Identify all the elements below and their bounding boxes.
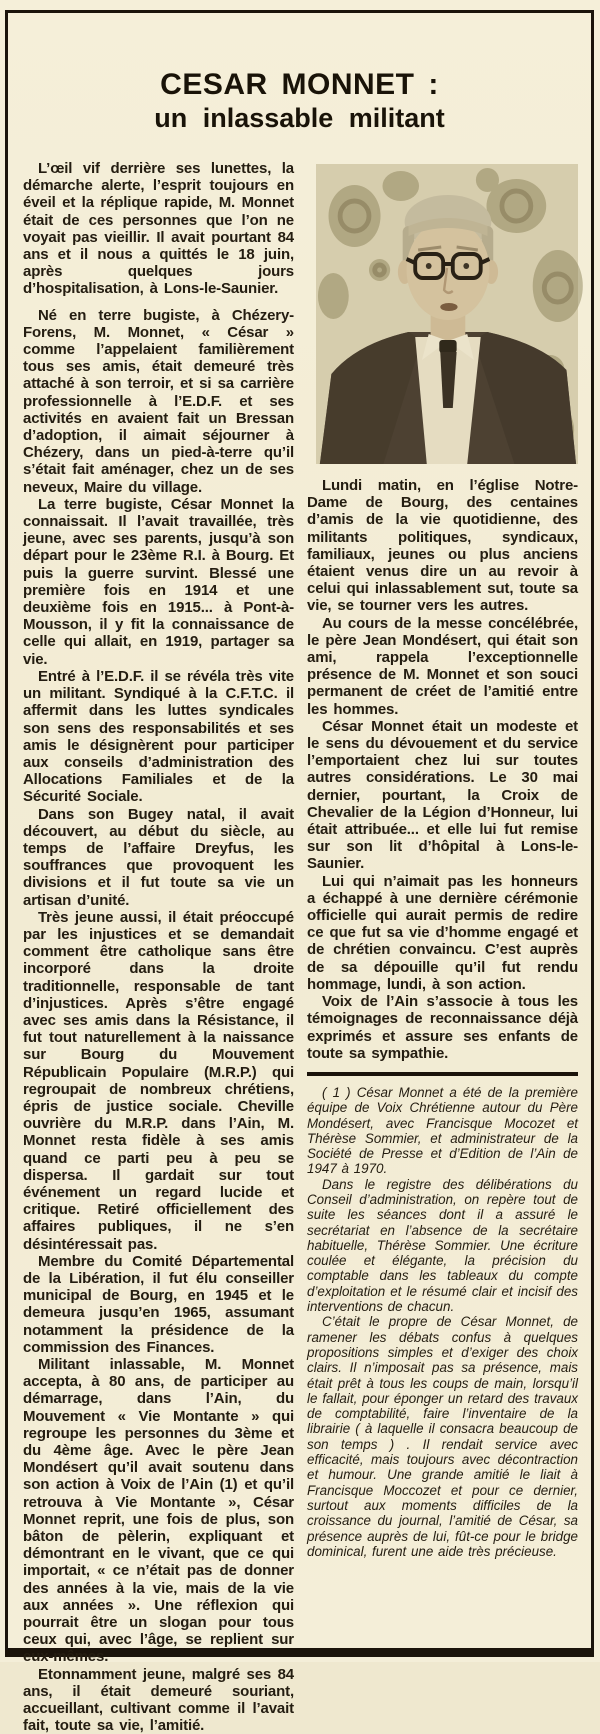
footnote-paragraph: Dans le registre des délibérations du Conseil d’administration, on repère tout de suite les séances dont il a assuré le secrétariat en l’absence de la secrétaire habituelle, Thérèse Sommier. Une écriture coulée et élégante, la précision du comptable dans les tableaux du compte d’exploitation et le résumé clair et incisif des interventions de chacun. xyxy=(307,1176,578,1315)
paragraph: Au cours de la messe concélébrée, le père Jean Mondésert, qui était son ami, rappela l’exceptionnelle présence de M. Monnet et son souci permanent de créet de l’amitié entre les hommes. xyxy=(307,614,578,718)
paragraph: Lui qui n’aimait pas les honneurs a échappé à une dernière cérémonie officielle qui aurait permis de redire ce que fut sa vie d’homme engagé et de chrétien convaincu. C’est auprès de sa dépouille qu’il fut rendu hommage, lundi, à son action. xyxy=(307,872,578,993)
footnote-paragraph: ( 1 ) César Monnet a été de la première équipe de Voix Chrétienne autour du Père Mondésert, avec Francisque Mocozet et Thérèse Sommier, et administrateur de la Société de Presse et d’Edition de l’Ain de 1947 à 1970. xyxy=(307,1084,578,1177)
photo-tint xyxy=(316,164,578,464)
footnote-separator xyxy=(307,1072,578,1076)
footnote-paragraph: C’était le propre de César Monnet, de ramener les débats confus à quelques propositions simples et d’exiger des choix clairs. Il n’imposait pas sa présence, mais était prêt à tous les coups de main, lorsqu’il le fallait, pour éponger un retard des travaux de comptabilité, faire l’inventaire de la librairie ( à laquelle il consacra beaucoup de son temps ) . Il rendait service avec efficacité, mais toujours avec décontraction et humour. Une grande amitié le liait à Francisque Moccozet et pour ce dernier, surtout aux moments difficiles de la croissance du journal, l’amitié de César, sa présence auprès de lui, fût-ce pour le bridge dominical, furent une aide très précieuse. xyxy=(307,1314,578,1559)
paragraph: Voix de l’Ain s’associe à tous les témoignages de reconnaissance déjà exprimés et assure ses enfants de toute sa sympathie. xyxy=(307,993,578,1062)
paragraph: L’œil vif derrière ses lunettes, la démarche alerte, l’esprit toujours en éveil et la réplique rapide, M. Monnet était de ces personnes que l’on ne voyait pas vieillir. Il avait pourtant 84 ans et il nous a quittés le 18 juin, après quelques jours d’hospitalisation, à Lons-le-Saunier. xyxy=(23,160,294,298)
paragraph: Entré à l’E.D.F. il se révéla très vite un militant. Syndiqué à la C.F.T.C. il affermit dans les luttes syndicales son sens des responsabilités et ses amis le désignèrent pour participer aux conseils d’administration des Allocations Familiales et de la Sécurité Sociale. xyxy=(23,667,294,806)
paragraph: Dans son Bugey natal, il avait découvert, au début du siècle, au temps de l’affaire Dreyfus, les souffrances que provoquent les divisions et il fut toute sa vie un artisan d’unité. xyxy=(23,805,294,909)
article-columns xyxy=(8,135,591,1734)
left-column xyxy=(23,160,294,1734)
footnote-block xyxy=(307,1085,578,1559)
paragraph: Né en terre bugiste, à Chézery-Forens, M. Monnet, « César » comme l’appelaient familièrement tous ses amis, était demeuré très attaché à son terroir, et si sa carrière professionnelle à l’E.D.F. et ses activités en avaient fait un Bressan d’adoption, il aimait séjourner à Chézery, dans un pied-à-terre qu’il s’était fait aménager, chez un de ses neveux, Maire du village. xyxy=(23,306,294,496)
title-line-2: un inlassable militant xyxy=(154,103,445,133)
portrait-photo-illustration xyxy=(316,164,578,464)
title-line-1: CESAR MONNET : xyxy=(160,68,439,101)
paragraph: Militant inlassable, M. Monnet accepta, à 80 ans, de participer au démarrage, dans l’Ain, du Mouvement « Vie Montante » qui regroupe les personnes du 3ème et du 4ème âge. Avec le père Jean Mondésert qu’il avait soutenu dans son action à Voix de l’Ain (1) et qu’il retrouva à Vie Montante », César Monnet reprit, une fois de plus, son bâton de pèlerin, expliquant et démontrant en le vivant, que ce qui importait, « ce n’était pas de donner des années à la vie, mais de la vie aux années ». Une réflexion qui pourrait être un slogan pour tous ceux qui, avec l’âge, se replient sur eux-mêmes. xyxy=(23,1356,294,1666)
paragraph: Lundi matin, en l’église Notre-Dame de Bourg, des centaines d’amis de la vie quotidienne, des militants politiques, syndicaux, familiaux, jeunes ou plus anciens étaient venus dire un au revoir à celui qui inlassablement sut, toute sa vie, se tourner vers les autres. xyxy=(307,477,578,615)
paragraph: Très jeune aussi, il était préoccupé par les injustices et se demandait comment être catholique sans être incorporé dans la droite traditionnelle, responsable de tant d’injustices. Après s’être engagé avec ses amis dans la Résistance, il fut tout naturellement à la naissance sur Bourg du Mouvement Républicain Populaire (M.R.P.) qui regroupait de nombreux chrétiens, épris de justice sociale. Cheville ouvrière du M.R.P. dans l’Ain, M. Monnet resta fidèle à ses amis quand ce parti peu à peu se dispersa. Il gardait sur tout événement un regard lucide et critique. Retiré officiellement des affaires publiques, il ne s’en désintéressait pas. xyxy=(23,908,294,1253)
paragraph: Etonnamment jeune, malgré ses 84 ans, il était demeuré souriant, accueillant, cultivant comme il l’avait fait, toute sa vie, l’amitié. xyxy=(23,1665,294,1734)
paragraph: La terre bugiste, César Monnet la connaissait. Il l’avait travaillée, très jeune, avec ses parents, jusqu’à son départ pour le 23ème R.I. à Bourg. Et puis la guerre survint. Blessé une première fois en 1914 et une deuxième fois en 1915... à Pont-à-Mousson, il y fit la connaissance de celle qui allait, en 1919, partager sa vie. xyxy=(23,495,295,668)
paragraph: César Monnet était un modeste et le sens du dévouement et du service l’emportaient chez lui sur toutes autres considérations. Le 30 mai dernier, pourtant, la Croix de Chevalier de la Légion d’Honneur, lui était attribuée... et elle lui fut remise sur son lit d’hôpital à Lons-le-Saunier. xyxy=(307,717,578,873)
article-frame xyxy=(5,10,594,1734)
article-title xyxy=(8,67,591,135)
right-column xyxy=(307,160,578,1734)
portrait-photo xyxy=(316,164,578,464)
paragraph: Membre du Comité Départemental de la Libération, il fut élu conseiller municipal de Bourg, en 1945 et le demeura jusqu’en 1965, assumant notamment la présidence de la commission des Finances. xyxy=(23,1252,294,1356)
